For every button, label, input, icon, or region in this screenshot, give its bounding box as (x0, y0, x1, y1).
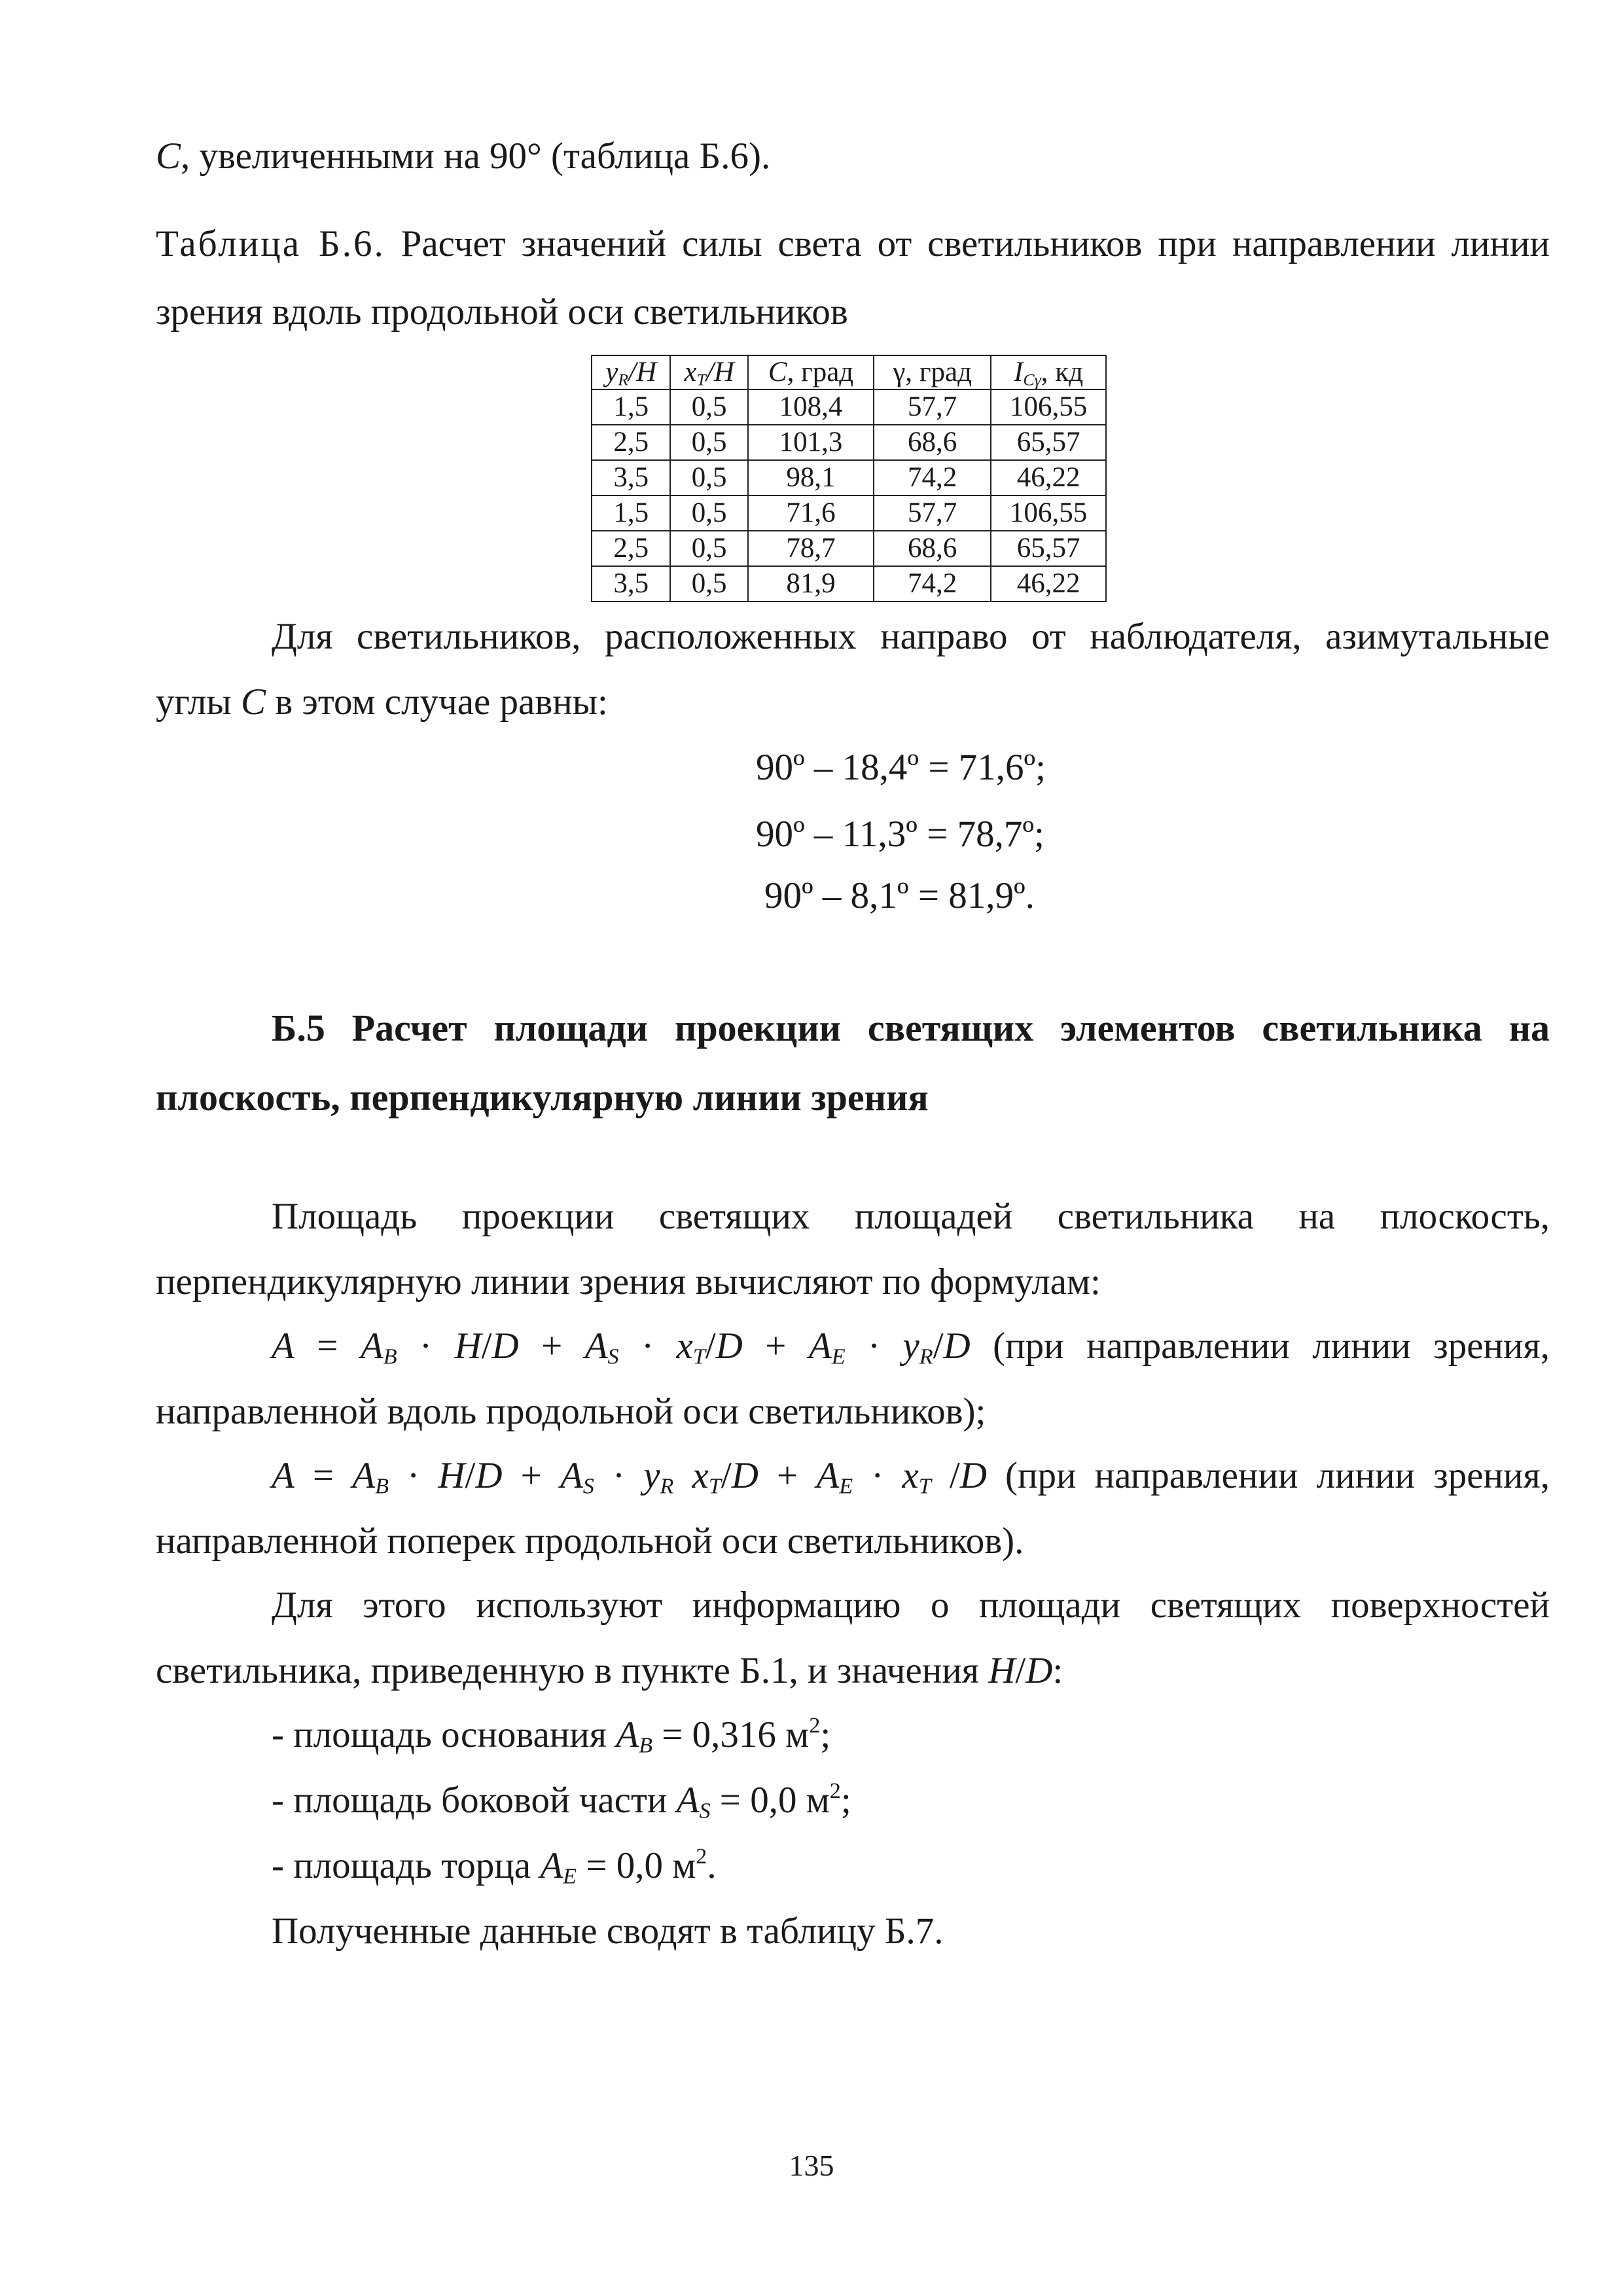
list-item-sup: 2 (809, 1713, 821, 1738)
table-cell: 0,5 (670, 425, 747, 460)
table-cell: 68,6 (874, 531, 991, 566)
table-cell: 2,5 (592, 425, 670, 460)
para-info-line1: Для этого используют информацию о площади светящих поверхностей (272, 1585, 1550, 1626)
table-caption-text1: Расчет значений силы света от светильников при направлении линии (385, 223, 1550, 264)
section-heading-line2: плоскость, перпендикулярную линии зрения (156, 1076, 929, 1119)
area-formula-1-line2: направленной вдоль продольной оси светильников); (156, 1391, 986, 1432)
list-item-sub: S (699, 1799, 711, 1823)
formula-1: 90º – 18,4º = 71,6º; (756, 747, 1046, 788)
para-right-post: в этом случае равны: (266, 681, 608, 723)
para-right-c-var: C (240, 681, 266, 723)
area-formula-2-line2: направленной поперек продольной оси светильников). (156, 1520, 1024, 1562)
list-item-pre: - площадь торца (272, 1845, 541, 1886)
table-caption-label: Таблица Б.6. (156, 223, 385, 264)
table-cell: 106,55 (991, 389, 1106, 425)
table-cell: 0,5 (670, 460, 747, 495)
page-number: 135 (789, 2149, 834, 2182)
list-item (272, 1713, 1550, 1758)
hdr-c-var: C (768, 357, 787, 388)
intro-line (156, 137, 1550, 175)
table-cell: 98,1 (748, 460, 874, 495)
table-cell: 74,2 (874, 460, 991, 495)
list-item-pre: - площадь основания (272, 1714, 616, 1755)
intro-text: , увеличенными на 90° (таблица Б.6). (181, 135, 771, 177)
area-formula-2: $A = A_B \cdot H/D + A_S \cdot y_R$ $x_T/D + A_E \cdot x_T$ /D (при направлении линии зрения, (272, 1455, 1550, 1499)
list-item-sub: B (639, 1733, 652, 1758)
list-item-value: = 0,0 м (710, 1780, 830, 1821)
hdr-h2: /H (705, 357, 734, 388)
table-caption-line1 (156, 225, 1550, 262)
table-cell: 46,22 (991, 566, 1106, 601)
formula-2: 90º – 11,3º = 78,7º; (756, 814, 1044, 855)
para-info-post: : (1052, 1650, 1063, 1691)
hdr-i-tail: , кд (1041, 357, 1084, 388)
hdr-cg-sub: Cγ (1023, 370, 1041, 389)
list-item (272, 1778, 1550, 1823)
formula-3: 90º – 8,1º = 81,9º. (764, 875, 1035, 916)
list-item-sup: 2 (696, 1844, 707, 1869)
list-item-value: = 0,0 м (577, 1845, 696, 1886)
table-row (592, 495, 1106, 531)
table-cell: 57,7 (874, 389, 991, 425)
table-row (592, 566, 1106, 601)
data-table-wrap (591, 355, 1107, 602)
table-row (592, 531, 1106, 566)
hdr-x-var: x (684, 357, 697, 388)
data-table (591, 355, 1107, 602)
table-row (592, 460, 1106, 495)
table-cell: 108,4 (748, 389, 874, 425)
hdr-r-sub: R (618, 370, 629, 389)
table-cell: 1,5 (592, 389, 670, 425)
closing-line: Полученные данные сводят в таблицу Б.7. (272, 1910, 944, 1952)
table-cell: 78,7 (748, 531, 874, 566)
table-cell: 65,57 (991, 531, 1106, 566)
list-item-sup: 2 (829, 1778, 841, 1803)
list-item-var: A (676, 1780, 700, 1821)
header-gamma-grad: γ, град (874, 355, 991, 389)
table-cell: 0,5 (670, 495, 747, 531)
hdr-c-tail: , град (787, 357, 854, 388)
area-formula-1-tail: (при направлении линии зрения, (970, 1325, 1550, 1367)
table-cell: 0,5 (670, 389, 747, 425)
table-header-row (592, 355, 1106, 389)
table-cell: 68,6 (874, 425, 991, 460)
header-yr-h (592, 355, 670, 389)
intro-c-var: C (156, 135, 181, 177)
header-i-cd (991, 355, 1106, 389)
list-item-var: A (616, 1714, 639, 1755)
header-xt-h (670, 355, 747, 389)
para-right-pre: углы (156, 681, 241, 723)
table-cell: 0,5 (670, 566, 747, 601)
table-cell: 74,2 (874, 566, 991, 601)
table-cell: 3,5 (592, 460, 670, 495)
list-item-sub: E (563, 1864, 577, 1889)
para-info-pre: светильника, приведенную в пункте Б.1, и значения (156, 1650, 989, 1691)
table-cell: 101,3 (748, 425, 874, 460)
list-item-pre: - площадь боковой части (272, 1780, 677, 1821)
header-c-grad (748, 355, 874, 389)
hdr-t-sub: T (696, 370, 706, 389)
hdr-h1: /H (628, 357, 657, 388)
table-cell: 65,57 (991, 425, 1106, 460)
table-cell: 106,55 (991, 495, 1106, 531)
para-info-h: H (988, 1650, 1016, 1691)
para-area-line2: перпендикулярную линии зрения вычисляют по формулам: (156, 1261, 1101, 1302)
para-area-line1: Площадь проекции светящих площадей светильника на плоскость, (272, 1196, 1550, 1237)
para-right-line2 (156, 683, 1550, 721)
para-right-line1: Для светильников, расположенных направо от наблюдателя, азимутальные (272, 616, 1550, 657)
area-formula-1: $A = A_B \cdot H/D + A_S \cdot x_T/D + A_E \cdot y_R/D$ (при направлении линии зрения, (272, 1325, 1550, 1369)
list-item-value: = 0,316 м (652, 1714, 810, 1755)
para-info-line2 (156, 1652, 1550, 1689)
table-cell: 71,6 (748, 495, 874, 531)
table-row (592, 425, 1106, 460)
table-caption-line2: зрения вдоль продольной оси светильников (156, 291, 848, 332)
table-cell: 46,22 (991, 460, 1106, 495)
table-cell: 0,5 (670, 531, 747, 566)
table-cell: 1,5 (592, 495, 670, 531)
table-cell: 2,5 (592, 531, 670, 566)
para-info-slash: / (1015, 1650, 1026, 1691)
area-formula-2-tail: (при направлении линии зрения, (986, 1455, 1550, 1496)
section-heading-line1: Б.5 Расчет площади проекции светящих элементов светильника на (272, 1007, 1550, 1049)
list-item-end: ; (820, 1714, 831, 1755)
list-item-end: ; (840, 1780, 851, 1821)
table-cell: 3,5 (592, 566, 670, 601)
hdr-i-var: I (1014, 357, 1024, 388)
list-item-var: A (540, 1845, 563, 1886)
table-row (592, 389, 1106, 425)
para-info-d: D (1026, 1650, 1053, 1691)
list-item (272, 1844, 1550, 1889)
table-cell: 81,9 (748, 566, 874, 601)
table-cell: 57,7 (874, 495, 991, 531)
hdr-y-var: y (605, 357, 618, 388)
list-item-end: . (707, 1845, 717, 1886)
